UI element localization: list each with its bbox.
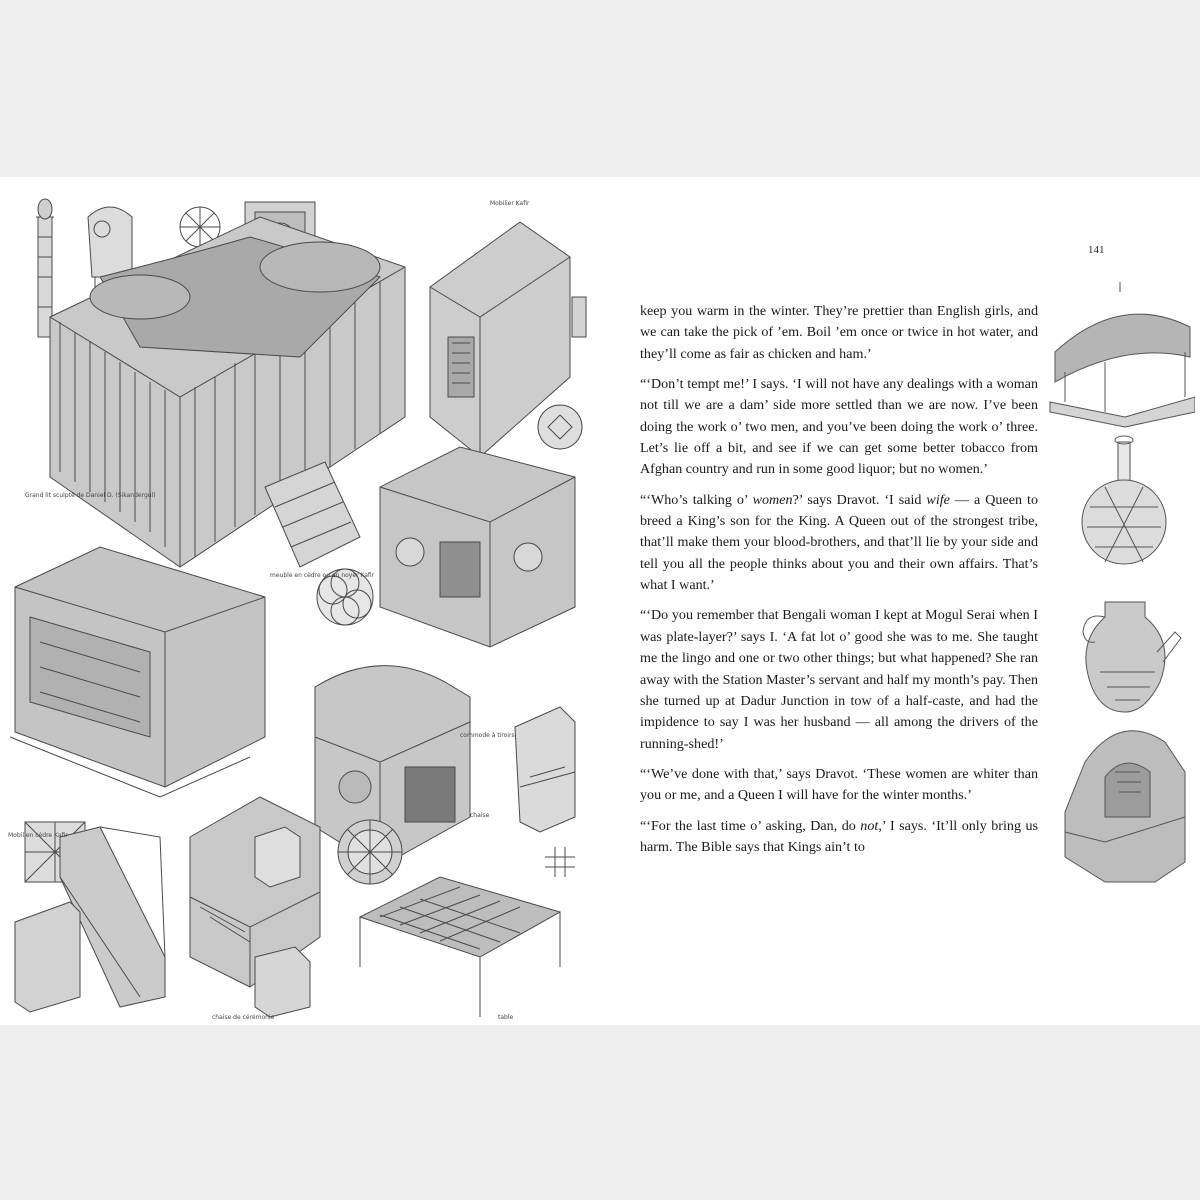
carved-chest-sketch <box>10 547 265 797</box>
lattice-mark-sketch <box>545 847 575 877</box>
small-chair-sketch <box>515 707 575 832</box>
paragraph-3: “‘Who’s talking o’ women?’ says Dravot. ‘I said wife — a Queen to breed a King’s son for the King. A Queen out of the strongest tribe, that’ll make them your blood-brothers, and that’ll lie by your side and tell you all the people thinks about you and their own affairs. That’s what I want.’ <box>640 491 1038 594</box>
furniture-sketch-illustration <box>0 177 600 1025</box>
margin-illustrations <box>1045 272 1195 922</box>
small-post-sketch <box>572 297 586 337</box>
sketch-note-table: table <box>498 1014 514 1021</box>
paragraph-1: keep you warm in the winter. They’re prettier than English girls, and we can take the pick of ’em. Boil ’em once or twice in hot water, and they’ll come as fair as chicken and ham.’ <box>640 303 1038 362</box>
paragraph-5: “‘We’ve done with that,’ says Dravot. ‘These women are whiter than you or me, and a Queen I will have for the winter months.’ <box>640 765 1038 804</box>
glass-flask-sketch <box>1082 436 1166 564</box>
book-spread <box>0 177 1200 1025</box>
sketch-note-bed: Grand lit sculpté de Daniel D. (Sikandergul) <box>25 492 156 499</box>
medallion-sketch <box>538 405 582 449</box>
wooden-box-sketch <box>15 902 80 1012</box>
page-number: 141 <box>1088 244 1105 256</box>
sketch-note-title: Mobilier Kafir <box>490 200 530 207</box>
carved-throne-sketch <box>1065 731 1185 882</box>
sketch-note-small-chest: meuble en cèdre ou en noyer Kafir <box>270 572 375 579</box>
small-stool-sketch <box>255 827 300 887</box>
sketch-note-chest: commode à tiroirs <box>460 732 515 739</box>
paragraph-4: “‘Do you remember that Bengali woman I kept at Mogul Serai when I was plate-layer?’ says I. ‘A fat lot o’ good she was to me. She taught me the lingo and one or two other things; but what happened? She ran away with the Station Master’s servant and half my month’s pay. Then she turned up at Dadur Junction in tow of a half-caste, and had the impidence to say I was her husband — all among the drivers of the running-shed!’ <box>640 607 1038 752</box>
paragraph-2: “‘Don’t tempt me!’ I says. ‘I will not have any dealings with a woman not till we are a dam’ side more settled than we are now. I’ve been doing the work o’ two men, and you’ve been doing the work o’ three. Let’s lie off a bit, and see if we can get some better tobacco from Afghan country and run in some good liquor; but no women.’ <box>640 376 1038 478</box>
right-page <box>600 177 1200 1025</box>
sketch-note-stool: Mobil en cèdre Kafir <box>8 832 68 839</box>
left-page <box>0 177 600 1025</box>
woven-table-sketch <box>360 877 560 1017</box>
body-text <box>640 301 1038 867</box>
sideboard-sketch <box>380 447 575 647</box>
paragraph-6: “‘For the last time o’ asking, Dan, do not,’ I says. ‘It’ll only bring us harm. The Bible says that Kings ain’t to <box>640 817 1038 855</box>
sketch-note-bench: chaise de cérémonie <box>212 1014 275 1021</box>
mandala-medallion-sketch <box>338 820 402 884</box>
jug-sketch <box>1083 602 1181 712</box>
canopy-bed-sketch <box>1050 282 1195 427</box>
small-armchair-sketch <box>255 947 310 1017</box>
sketch-note-chair: chaise <box>470 812 490 819</box>
